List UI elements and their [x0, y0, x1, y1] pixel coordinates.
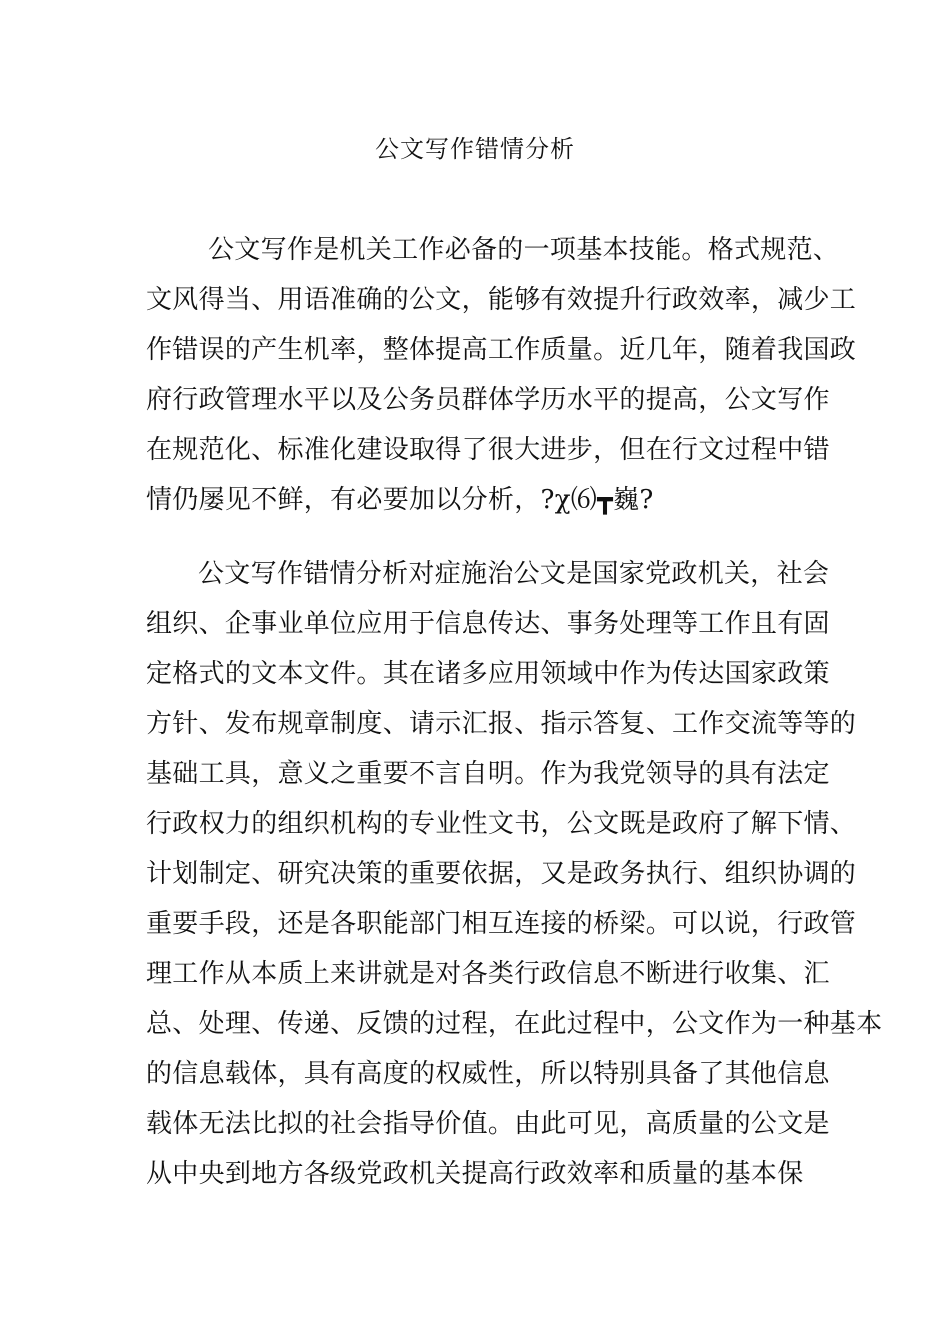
paragraph-2-line-6: 行政权力的组织机构的专业性文书，公文既是政府了解下情、	[146, 809, 857, 839]
paragraph-2-line-1: 公文写作错情分析对症施治公文是国家党政机关，社会	[198, 559, 830, 589]
paragraph-2-line-9: 理工作从本质上来讲就是对各类行政信息不断进行收集、汇	[146, 959, 830, 989]
document-title: 公文写作错情分析	[375, 135, 575, 163]
paragraph-2-line-4: 方针、发布规章制度、请示汇报、指示答复、工作交流等等的	[146, 709, 857, 739]
paragraph-2-line-2: 组织、企事业单位应用于信息传达、事务处理等工作且有固	[146, 609, 830, 639]
paragraph-1-line-4: 府行政管理水平以及公务员群体学历水平的提高，公文写作	[146, 385, 830, 415]
paragraph-2-line-5: 基础工具，意义之重要不言自明。作为我党领导的具有法定	[146, 759, 830, 789]
paragraph-2-line-7: 计划制定、研究决策的重要依据，又是政务执行、组织协调的	[146, 859, 857, 889]
paragraph-2-line-3: 定格式的文本文件。其在诸多应用领域中作为传达国家政策	[146, 659, 830, 689]
paragraph-2-line-10: 总、处理、传递、反馈的过程，在此过程中，公文作为一种基本	[146, 1009, 883, 1039]
paragraph-1-line-3: 作错误的产生机率，整体提高工作质量。近几年，随着我国政	[146, 335, 857, 365]
paragraph-1-line-6: 情仍屡见不鲜，有必要加以分析，?χ⑹┳巍?	[146, 485, 654, 515]
paragraph-1-line-2: 文风得当、用语准确的公文，能够有效提升行政效率，减少工	[146, 285, 857, 315]
paragraph-1-line-1: 公文写作是机关工作必备的一项基本技能。格式规范、	[208, 235, 840, 265]
paragraph-2-line-12: 载体无法比拟的社会指导价值。由此可见，高质量的公文是	[146, 1109, 830, 1139]
paragraph-2-line-8: 重要手段，还是各职能部门相互连接的桥梁。可以说，行政管	[146, 909, 857, 939]
paragraph-2-line-11: 的信息载体，具有高度的权威性，所以特别具备了其他信息	[146, 1059, 830, 1089]
paragraph-1-line-5: 在规范化、标准化建设取得了很大进步，但在行文过程中错	[146, 435, 830, 465]
paragraph-2-line-13: 从中央到地方各级党政机关提高行政效率和质量的基本保	[146, 1159, 804, 1189]
